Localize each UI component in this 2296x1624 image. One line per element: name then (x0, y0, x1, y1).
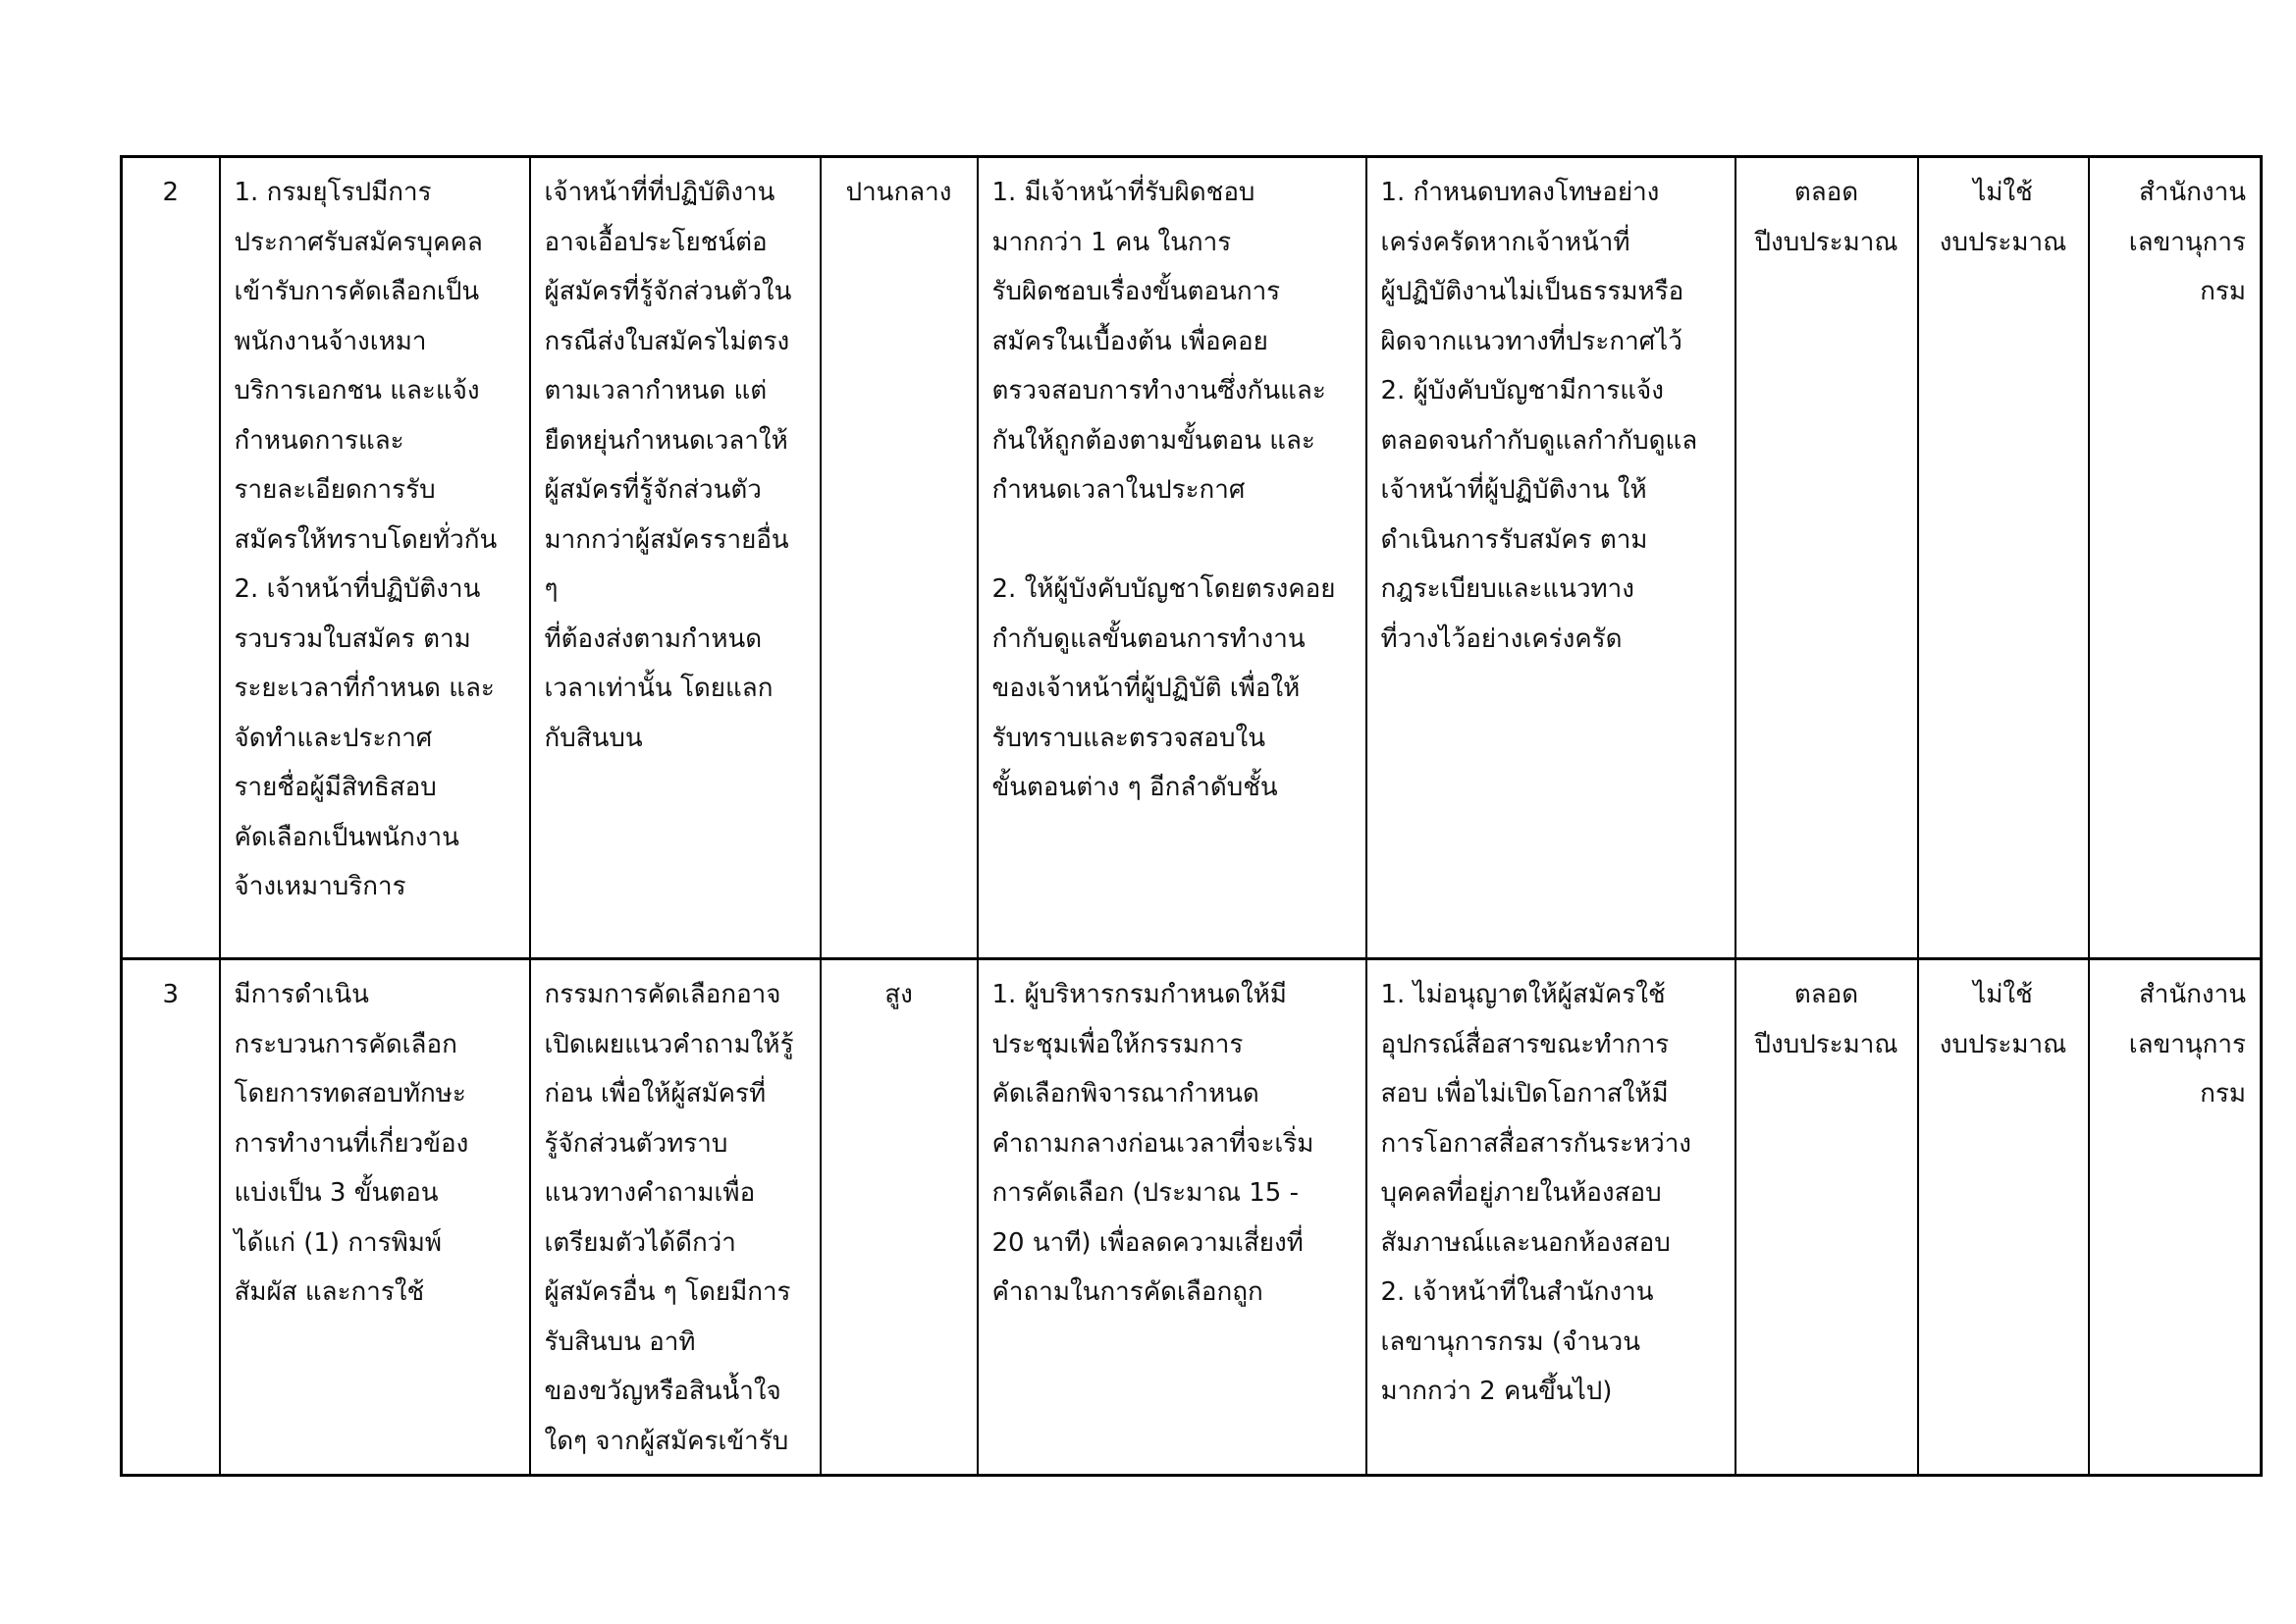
cell-text-line: กระบวนการคัดเลือก (234, 1029, 457, 1059)
cell-text-line: ตรวจสอบการทำงานซึ่งกันและ (991, 376, 1326, 406)
period-cell (1735, 959, 1918, 1476)
cell-text-line: เวลาเท่านั้น โดยแลก (544, 674, 774, 703)
budget-cell (1918, 959, 2089, 1476)
cell-text-line: ดำเนินการรับสมัคร ตาม (1380, 524, 1648, 555)
cell-text-line: สมัครในเบื้องต้น เพื่อคอย (991, 326, 1268, 356)
cell-text-line: พนักงานจ้างเหมา (234, 326, 427, 356)
cell-text-line: ผู้สมัครอื่น ๆ โดยมีการ (544, 1277, 791, 1307)
cell-text-line: แนวทางคำถามเพื่อ (544, 1178, 756, 1208)
owner-cell (2089, 959, 2262, 1476)
cell-text-line: ตามเวลากำหนด แต่ (544, 376, 768, 406)
cell-text-line: สัมผัส และการใช้ (234, 1277, 425, 1307)
owner-cell (2089, 157, 2262, 959)
cell-text-line: 1. กำหนดบทลงโทษอย่าง (1380, 178, 1660, 207)
cell-text-line: คัดเลือกเป็นพนักงาน (234, 822, 459, 852)
cell-text-line: เปิดเผยแนวคำถามให้รู้ (544, 1029, 794, 1059)
cell-text-line: ของขวัญหรือสินน้ำใจ (544, 1377, 781, 1406)
cell-text-line: ผู้สมัครที่รู้จักส่วนตัว (544, 475, 762, 505)
risk-cell (530, 157, 821, 959)
risk-cell (530, 959, 821, 1476)
cell-text-line: 2. เจ้าหน้าที่ในสำนักงาน (1380, 1277, 1654, 1307)
row-number: 2 (122, 157, 220, 959)
cell-text-line: เตรียมตัวได้ดีกว่า (544, 1227, 736, 1258)
cell-text-line: สำนักงาน (2138, 980, 2246, 1009)
cell-text-line: เลขานุการ (2128, 227, 2246, 257)
cell-text-line: แบ่งเป็น 3 ขั้นตอน (234, 1178, 439, 1208)
cell-text-line: การทำงานที่เกี่ยวข้อง (234, 1128, 469, 1159)
cell-text-line: ไม่ใช้ (1973, 980, 2033, 1009)
cell-text-line: กันให้ถูกต้องตามขั้นตอน และ (991, 425, 1315, 456)
cell-text-line: งบประมาณ (1939, 1029, 2067, 1059)
cell-text-line: คำถามในการคัดเลือกถูก (991, 1277, 1263, 1307)
period-cell (1735, 157, 1918, 959)
cell-text-line: มากกว่าผู้สมัครรายอื่น (544, 524, 789, 555)
cell-text-line: กำกับดูแลขั้นตอนการทำงาน (991, 623, 1306, 654)
cell-text-line: เลขานุการกรม (จำนวน (1380, 1326, 1641, 1357)
cell-text-line: 1. ไม่อนุญาตให้ผู้สมัครใช้ (1380, 980, 1666, 1009)
cell-text-line: เจ้าหน้าที่ที่ปฏิบัติงาน (544, 178, 775, 207)
cell-text-line: ประชุมเพื่อให้กรรมการ (991, 1029, 1244, 1059)
cell-text-line: ได้แก่ (1) การพิมพ์ (234, 1227, 443, 1258)
cell-text-line: ระยะเวลาที่กำหนด และ (234, 674, 495, 703)
cell-text-line: 1. ผู้บริหารกรมกำหนดให้มี (991, 980, 1287, 1009)
cell-text-line: ใดๆ จากผู้สมัครเข้ารับ (544, 1426, 789, 1456)
cell-text-line: ของเจ้าหน้าที่ผู้ปฏิบัติ เพื่อให้ (991, 674, 1301, 703)
cell-text-line: ตลอดจนกำกับดูแลกำกับดูแล (1380, 425, 1698, 456)
cell-text-line: บริการเอกชน และแจ้ง (234, 376, 480, 406)
cell-text-line: กรม (2200, 277, 2246, 306)
cell-text-line: ปีงบประมาณ (1754, 1029, 1898, 1059)
cell-text-line: สำนักงาน (2138, 178, 2246, 207)
cell-text-line: กับสินบน (544, 723, 643, 753)
cell-text-line: รับสินบน อาทิ (544, 1326, 696, 1357)
cell-text-line: 2. เจ้าหน้าที่ปฏิบัติงาน (234, 574, 481, 604)
cell-text-line: ผิดจากแนวทางที่ประกาศไว้ (1380, 326, 1682, 356)
cell-text-line: 1. กรมยุโรปมีการ (234, 178, 432, 207)
cell-text-line: ประกาศรับสมัครบุคคล (234, 227, 483, 257)
cell-text-line: จัดทำและประกาศ (234, 723, 433, 753)
cell-text-line: รับผิดชอบเรื่องขั้นตอนการ (991, 277, 1281, 306)
table-row (122, 959, 2262, 1476)
cell-text-line: โดยการทดสอบทักษะ (234, 1079, 466, 1109)
risk-level: สูง (821, 959, 978, 1476)
cell-text-line: มากกว่า 1 คน ในการ (991, 227, 1232, 257)
cell-text-line: รวบรวมใบสมัคร ตาม (234, 623, 471, 654)
cell-text-line: จ้างเหมาบริการ (234, 872, 406, 901)
cell-text-line: การคัดเลือก (ประมาณ 15 - (991, 1178, 1299, 1208)
cell-text-line: คัดเลือกพิจารณากำหนด (991, 1079, 1259, 1109)
cell-text-line: 20 นาที) เพื่อลดความเสี่ยงที่ (991, 1227, 1304, 1258)
risk-table (120, 155, 2263, 1477)
cell-text-line: ปีงบประมาณ (1754, 227, 1898, 257)
cell-text-line: กำหนดเวลาในประกาศ (991, 475, 1246, 505)
cell-text-line: ผู้ปฏิบัติงานไม่เป็นธรรมหรือ (1380, 277, 1684, 306)
cell-text-line: ผู้สมัครที่รู้จักส่วนตัวใน (544, 277, 792, 306)
cell-text-line: ไม่ใช้ (1973, 178, 2033, 207)
measures-cell (1366, 959, 1735, 1476)
cell-text-line: ตลอด (1793, 980, 1859, 1009)
cell-text-line: เข้ารับการคัดเลือกเป็น (234, 277, 480, 306)
measures-cell (1366, 157, 1735, 959)
cell-text-line: กรรมการคัดเลือกอาจ (544, 980, 781, 1009)
cell-text-line: ที่ต้องส่งตามกำหนด (544, 623, 763, 654)
cell-text-line: มีการดำเนิน (234, 980, 369, 1009)
cell-text-line: เจ้าหน้าที่ผู้ปฏิบัติงาน ให้ (1380, 475, 1647, 505)
risk-level: ปานกลาง (821, 157, 978, 959)
cell-text-line: 1. มีเจ้าหน้าที่รับผิดชอบ (991, 178, 1255, 207)
cell-text-line: คำถามกลางก่อนเวลาที่จะเริ่ม (991, 1128, 1314, 1159)
budget-cell (1918, 157, 2089, 959)
cell-text-line: รับทราบและตรวจสอบใน (991, 723, 1265, 753)
cell-text-line: กรณีส่งใบสมัครไม่ตรง (544, 326, 790, 356)
cell-text-line: สอบ เพื่อไม่เปิดโอกาสให้มี (1380, 1079, 1669, 1109)
cell-text-line: ก่อน เพื่อให้ผู้สมัครที่ (544, 1079, 767, 1109)
cell-text-line: กรม (2200, 1079, 2246, 1109)
cell-text-line: เลขานุการ (2128, 1029, 2246, 1059)
process-cell (220, 157, 530, 959)
cell-text-line: อุปกรณ์สื่อสารขณะทำการ (1380, 1029, 1670, 1059)
cell-text-line: รู้จักส่วนตัวทราบ (544, 1128, 728, 1159)
cell-text-line: รายชื่อผู้มีสิทธิสอบ (234, 773, 437, 802)
cell-text-line: ๆ (544, 574, 559, 604)
cell-text-line: เคร่งครัดหากเจ้าหน้าที่ (1380, 227, 1630, 257)
process-cell (220, 959, 530, 1476)
existing-control-cell (978, 157, 1366, 959)
cell-text-line: อาจเอื้อประโยชน์ต่อ (544, 227, 768, 257)
cell-text-line: กฎระเบียบและแนวทาง (1380, 574, 1634, 604)
cell-text-line: การโอกาสสื่อสารกันระหว่าง (1380, 1128, 1691, 1159)
cell-text-line: สัมภาษณ์และนอกห้องสอบ (1380, 1227, 1671, 1258)
cell-text-line: บุคคลที่อยู่ภายในห้องสอบ (1380, 1178, 1662, 1208)
cell-text-line: งบประมาณ (1939, 227, 2067, 257)
cell-text-line: ที่วางไว้อย่างเคร่งครัด (1380, 623, 1623, 654)
cell-text-line: 2. ให้ผู้บังคับบัญชาโดยตรงคอย (991, 574, 1336, 604)
cell-text-line: 2. ผู้บังคับบัญชามีการแจ้ง (1380, 376, 1664, 406)
existing-control-cell (978, 959, 1366, 1476)
cell-text-line: กำหนดการและ (234, 425, 404, 456)
cell-text-line: สมัครให้ทราบโดยทั่วกัน (234, 524, 498, 555)
cell-text-line: ตลอด (1793, 178, 1859, 207)
cell-text-line: รายละเอียดการรับ (234, 475, 436, 505)
cell-text-line: ยืดหยุ่นกำหนดเวลาให้ (544, 425, 788, 456)
cell-text-line: มากกว่า 2 คนขึ้นไป) (1380, 1377, 1613, 1406)
cell-text-line: ขั้นตอนต่าง ๆ อีกลำดับชั้น (991, 773, 1278, 802)
table-row (122, 157, 2262, 959)
row-number: 3 (122, 959, 220, 1476)
